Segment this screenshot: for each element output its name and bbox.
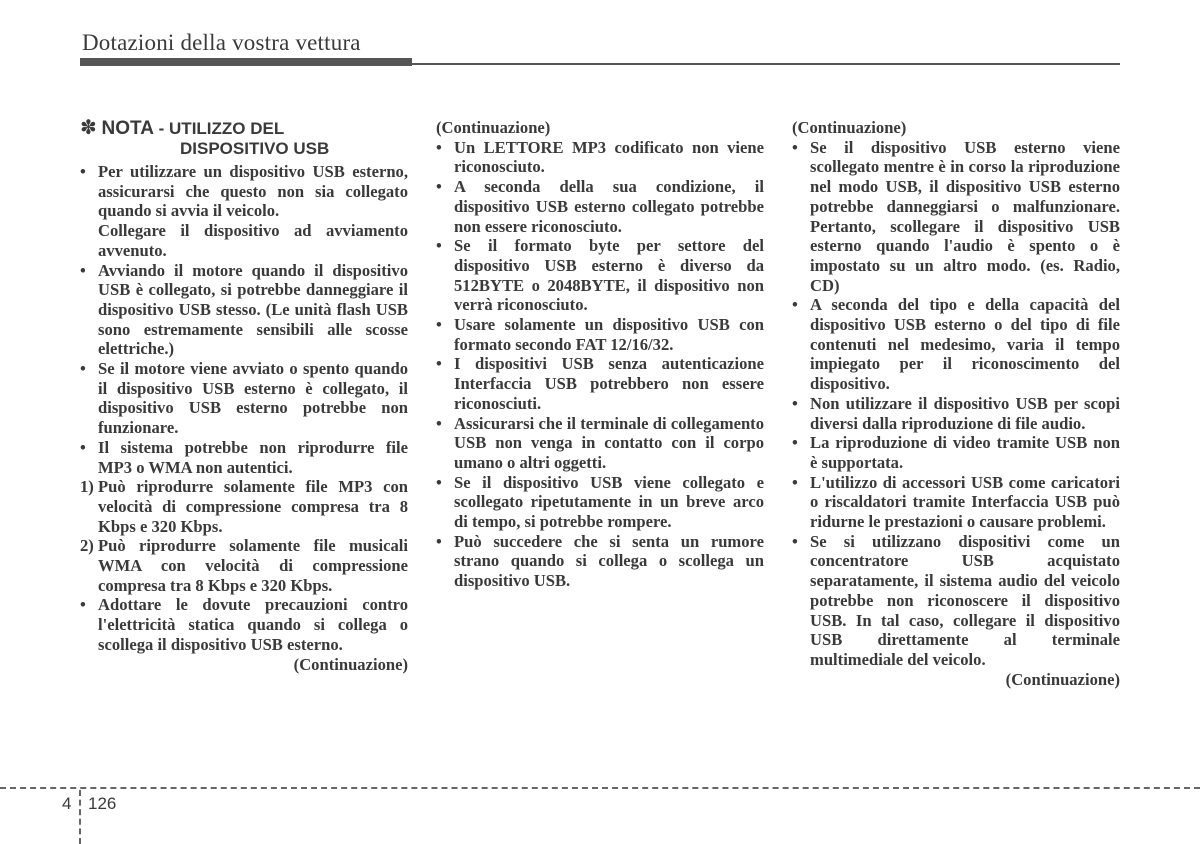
note-label: NOTA bbox=[101, 118, 154, 139]
list-item bbox=[80, 438, 408, 477]
bullet-marker: • bbox=[436, 315, 442, 335]
list-item bbox=[436, 414, 764, 473]
list-item-text: Se il dispositivo USB esterno viene scollegato mentre è in corso la riproduzione nel modo USB, il dispositivo USB esterno potrebbe danneggiarsi o malfunzionare. Pertanto, scollegare il dispositivo USB esterno quando l'audio è spento o è impostato su un altro modo. (es. Radio, CD) bbox=[810, 137, 1120, 295]
list-item-text: I dispositivi USB senza autenticazione Interfaccia USB potrebbero non essere riconosciuti. bbox=[454, 354, 764, 413]
bullet-marker: • bbox=[80, 162, 86, 181]
list-item-text: A seconda della sua condizione, il dispositivo USB esterno collegato potrebbe non essere riconosciuto. bbox=[454, 177, 764, 236]
header-rule-thick bbox=[80, 58, 412, 66]
page-title: Dotazioni della vostra vettura bbox=[82, 30, 361, 55]
list-item bbox=[436, 473, 764, 532]
list-item-text: Se il dispositivo USB viene collegato e scollegato ripetutamente in un breve arco di tempo, si potrebbe rompere. bbox=[454, 472, 764, 532]
bullet-marker: • bbox=[80, 359, 86, 379]
bullet-marker: • bbox=[80, 437, 86, 457]
bullet-marker: • bbox=[792, 531, 798, 551]
note-title-line2: DISPOSITIVO USB bbox=[180, 139, 330, 158]
header-rule-thin bbox=[412, 63, 1120, 65]
continuation-label: (Continuazione) bbox=[1005, 669, 1120, 689]
bullet-marker: • bbox=[80, 595, 86, 615]
list-item bbox=[80, 359, 408, 438]
page-number: 126 bbox=[88, 794, 117, 813]
continued-label: (Continuazione) bbox=[792, 118, 907, 137]
list-item bbox=[792, 532, 1120, 670]
list-item bbox=[792, 433, 1120, 472]
list-item bbox=[792, 138, 1120, 296]
list-item-text: Un LETTORE MP3 codificato non viene riconosciuto. bbox=[454, 137, 764, 177]
bullet-marker: • bbox=[436, 531, 442, 551]
column-1 bbox=[80, 118, 408, 674]
bullet-marker: • bbox=[436, 472, 442, 492]
bullet-marker: • bbox=[436, 177, 442, 197]
list-item-text: Per utilizzare un dispositivo USB esterno, assicurarsi che questo non sia collegato quando si avvia il veicolo. bbox=[98, 162, 408, 221]
note-title-line1: - UTILIZZO DEL bbox=[153, 119, 285, 138]
chapter-number: 4 bbox=[62, 794, 72, 813]
note-heading bbox=[80, 118, 408, 159]
list-item-extra-text: Collegare il dispositivo ad avviamento avvenuto. bbox=[98, 221, 408, 260]
column-2 bbox=[436, 118, 764, 591]
list-item-text: La riproduzione di video tramite USB non è supportata. bbox=[810, 433, 1120, 472]
column-3-list bbox=[792, 138, 1120, 670]
continued-label: (Continuazione) bbox=[436, 118, 551, 137]
number-marker: 1) bbox=[80, 477, 94, 497]
continuation-label: (Continuazione) bbox=[293, 654, 408, 674]
column-2-list bbox=[436, 138, 764, 591]
list-item-text: Avviando il motore quando il dispositivo USB è collegato, si potrebbe danneggiare il dispositivo USB stesso. (Le unità flash USB sono estremamente sensibili alle scosse elettriche.) bbox=[98, 260, 408, 359]
list-item bbox=[436, 138, 764, 177]
list-item bbox=[436, 236, 764, 315]
bullet-marker: • bbox=[792, 393, 798, 413]
bullet-marker: • bbox=[792, 472, 798, 492]
bullet-marker: • bbox=[792, 433, 798, 453]
list-item-text: Può riprodurre solamente file musicali WMA con velocità di compressione compresa tra 8 Kbps e 320 Kbps. bbox=[98, 536, 408, 595]
bullet-marker: • bbox=[436, 137, 442, 157]
list-item-text: L'utilizzo di accessori USB come caricatori o riscaldatori tramite Interfaccia USB può ridurne le prestazioni o causare problemi. bbox=[810, 472, 1120, 532]
list-item-text: Non utilizzare il dispositivo USB per scopi diversi dalla riproduzione di file audio. bbox=[810, 393, 1120, 433]
list-item bbox=[436, 354, 764, 413]
list-item bbox=[792, 295, 1120, 394]
list-item bbox=[792, 473, 1120, 532]
list-item-text: Usare solamente un dispositivo USB con formato secondo FAT 12/16/32. bbox=[454, 315, 764, 354]
column-3 bbox=[792, 118, 1120, 689]
list-item bbox=[436, 532, 764, 591]
column-1-list bbox=[80, 162, 408, 655]
list-item-text: Se il motore viene avviato o spento quando il dispositivo USB esterno è collegato, il dispositivo USB esterno potrebbe non funzionare. bbox=[98, 359, 408, 438]
list-item bbox=[436, 315, 764, 354]
list-item bbox=[80, 162, 408, 261]
list-item-text: Il sistema potrebbe non riprodurre file MP3 o WMA non autentici. bbox=[98, 437, 408, 477]
bullet-marker: • bbox=[436, 354, 442, 374]
list-item-text: Può succedere che si senta un rumore strano quando si collega o scollega un dispositivo USB. bbox=[454, 531, 764, 591]
bullet-marker: • bbox=[792, 295, 798, 315]
note-star-icon: ✽ bbox=[80, 117, 97, 139]
footer-dashed-rule bbox=[0, 787, 1200, 789]
bullet-marker: • bbox=[436, 413, 442, 433]
list-item-text: Può riprodurre solamente file MP3 con velocità di compressione compresa tra 8 Kbps e 320 Kbps. bbox=[98, 477, 408, 536]
list-item-text: A seconda del tipo e della capacità del dispositivo USB esterno o del tipo di file contenuti nel medesimo, varia il tempo impiegato per il riconoscimento del dispositivo. bbox=[810, 295, 1120, 394]
list-item-text: Se il formato byte per settore del dispositivo USB esterno è diverso da 512BYTE o 2048BYTE, il dispositivo non verrà riconosciuto. bbox=[454, 236, 764, 315]
bullet-marker: • bbox=[436, 236, 442, 256]
list-item bbox=[436, 177, 764, 236]
list-item bbox=[80, 261, 408, 360]
list-item-text: Se si utilizzano dispositivi come un concentratore USB acquistato separatamente, il sistema audio del veicolo potrebbe non riconoscere il dispositivo USB. In tal caso, collegare il dispositivo USB direttamente al terminale multimediale del veicolo. bbox=[810, 531, 1120, 669]
list-item bbox=[792, 394, 1120, 433]
number-marker: 2) bbox=[80, 536, 94, 556]
list-item bbox=[80, 536, 408, 595]
list-item bbox=[80, 477, 408, 536]
list-item bbox=[80, 595, 408, 654]
list-item-text: Assicurarsi che il terminale di collegamento USB non venga in contatto con il corpo umano o altri oggetti. bbox=[454, 413, 764, 472]
footer-vertical-dashed-rule bbox=[79, 790, 81, 844]
bullet-marker: • bbox=[80, 260, 86, 280]
bullet-marker: • bbox=[792, 137, 798, 157]
list-item-text: Adottare le dovute precauzioni contro l'elettricità statica quando si collega o scollega il dispositivo USB esterno. bbox=[98, 595, 408, 654]
